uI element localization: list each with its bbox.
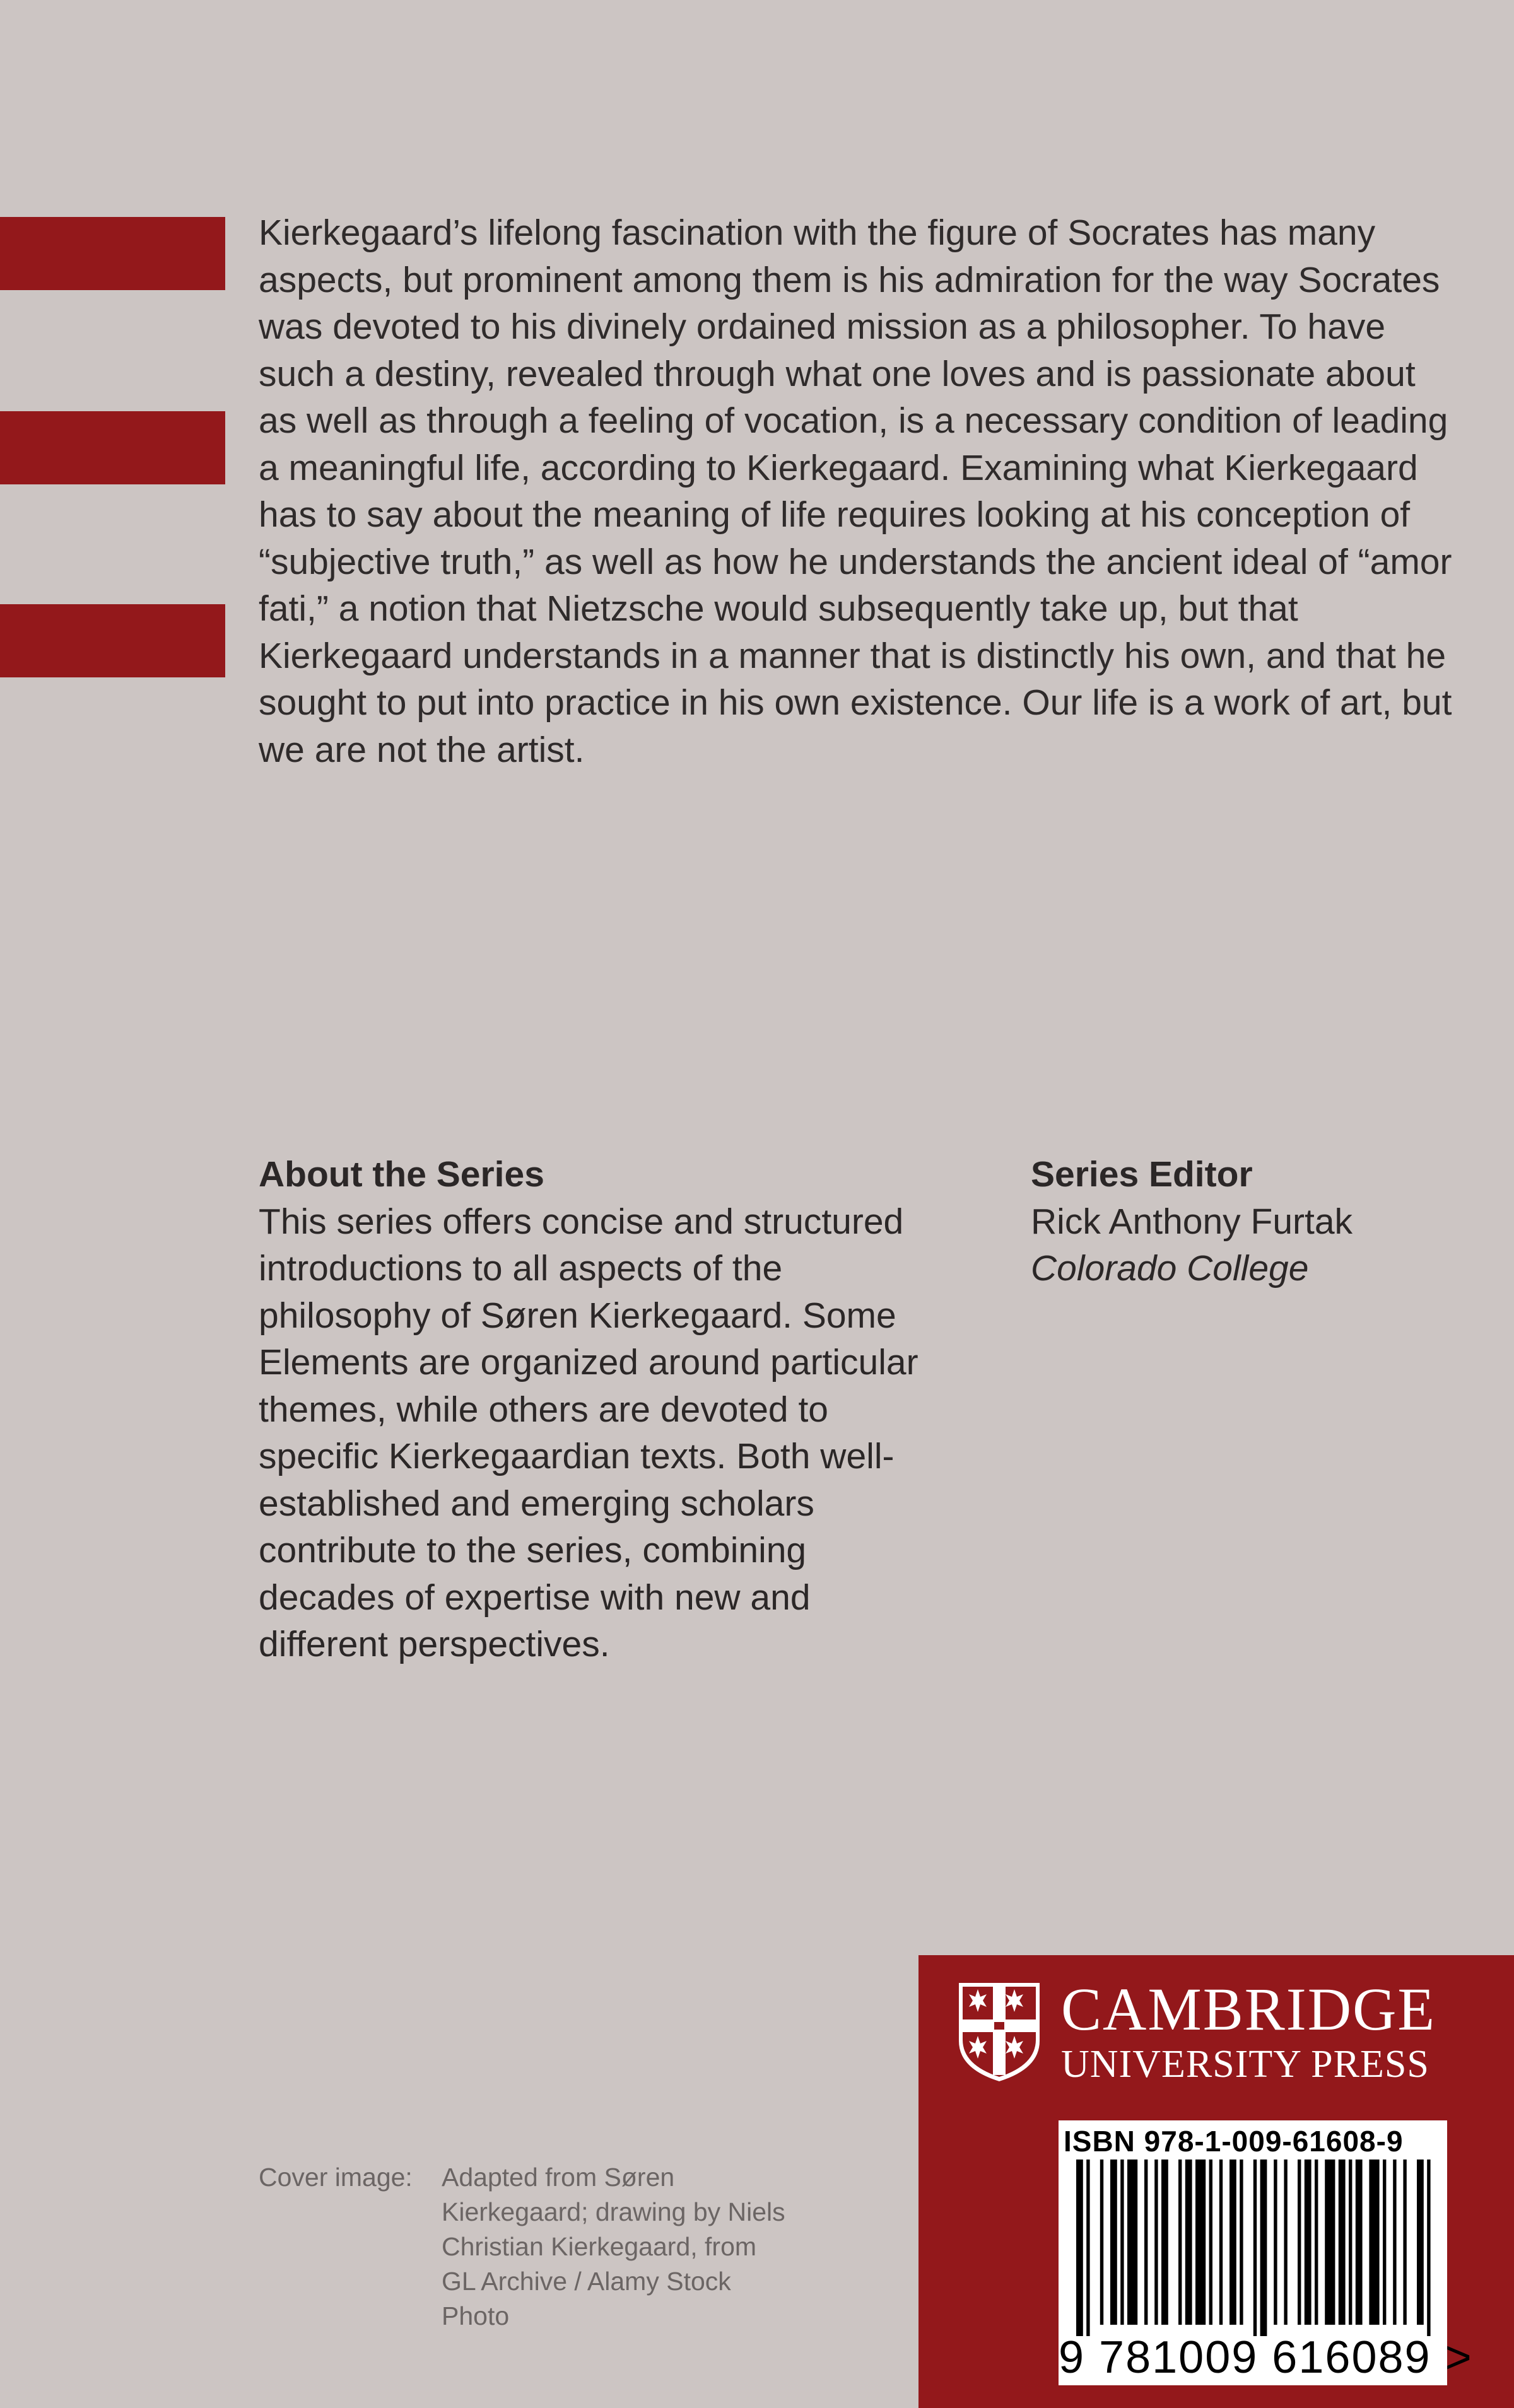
barcode-digits: 9 781009 616089 > <box>1059 2332 1473 2383</box>
isbn-label: ISBN 978-1-009-61608-9 <box>1064 2125 1404 2158</box>
cambridge-crest-icon <box>956 1980 1042 2084</box>
barcode-bar <box>1144 2160 1147 2325</box>
barcode-bar <box>1219 2160 1223 2325</box>
publisher-panel <box>918 1955 1514 2408</box>
about-series-heading: About the Series <box>259 1154 544 1195</box>
publisher-name-line2: UNIVERSITY PRESS <box>1061 2043 1429 2086</box>
series-editor-affiliation: Colorado College <box>1031 1248 1309 1289</box>
barcode-bar <box>1260 2160 1267 2336</box>
barcode-bar <box>1393 2160 1396 2325</box>
about-series-section <box>259 1151 953 1668</box>
barcode-bar <box>1240 2160 1243 2325</box>
red-stripe-top <box>0 217 225 290</box>
barcode-bar <box>1274 2160 1277 2325</box>
barcode-bars <box>1064 2160 1442 2336</box>
barcode-bar <box>1356 2160 1363 2325</box>
barcode-bar <box>1154 2160 1158 2325</box>
barcode-bar <box>1417 2160 1424 2325</box>
red-stripe-middle <box>0 411 225 484</box>
barcode-bar <box>1284 2160 1287 2325</box>
barcode-bar <box>1325 2160 1335 2325</box>
barcode-bar <box>1100 2160 1103 2325</box>
credit-text: Adapted from Søren Kierkegaard; drawing by Niels Christian Kierkegaard, from GL Archive / Alamy Stock Photo <box>442 2163 785 2330</box>
barcode-bar <box>1305 2160 1312 2325</box>
isbn-barcode <box>1059 2120 1473 2385</box>
barcode-bar <box>1195 2160 1206 2325</box>
barcode-bar <box>1229 2160 1236 2325</box>
barcode-bar <box>1110 2160 1117 2325</box>
about-series-text: This series offers concise and structured introductions to all aspects of the philosophy of Søren Kierkegaard. Some Elements are organized around particular themes, while others are devoted to specific Kierkegaardian texts. Both well-established and emerging scholars contribute to the series, combining decades of expertise with new and different perspectives. <box>259 1201 918 1664</box>
barcode-bar <box>1349 2160 1352 2325</box>
barcode-bar <box>1209 2160 1212 2325</box>
barcode-bar <box>1178 2160 1182 2325</box>
barcode-bar <box>1185 2160 1192 2325</box>
barcode-bar <box>1369 2160 1379 2325</box>
barcode-bar <box>1339 2160 1346 2325</box>
barcode-bar <box>1161 2160 1168 2325</box>
series-editor-heading: Series Editor <box>1031 1154 1253 1195</box>
barcode-bar <box>1120 2160 1124 2325</box>
barcode-bar <box>1427 2160 1430 2336</box>
barcode-bar <box>1315 2160 1318 2325</box>
publisher-name-line1: CAMBRIDGE <box>1061 1975 1436 2043</box>
cover-image-credit <box>259 2160 826 2334</box>
publisher-name <box>1061 1975 1436 2088</box>
series-editor-name: Rick Anthony Furtak <box>1031 1201 1353 1242</box>
red-stripe-bottom <box>0 604 225 677</box>
credit-label: Cover image: <box>259 2163 413 2192</box>
barcode-bar <box>1076 2160 1083 2336</box>
barcode-bar <box>1383 2160 1386 2325</box>
book-blurb <box>259 209 1457 773</box>
barcode-bar <box>1086 2160 1089 2336</box>
blurb-text: Kierkegaard’s lifelong fascination with the figure of Socrates has many aspects, but prominent among them is his admiration for the way Socrates was devoted to his divinely ordained mission as a philosopher. To have such a destiny, revealed through what one loves and is passionate about as well as through a feeling of vocation, is a necessary condition of leading a meaningful life, according to Kierkegaard. Examining what Kierkegaard has to say about the meaning of life requires looking at his conception of “subjective truth,” as well as how he understands the ancient ideal of “amor fati,” a notion that Nietzsche would subsequently take up, but that Kierkegaard understands in a manner that is distinctly his own, and that he sought to put into practice in his own existence. Our life is a work of art, but we are not the artist. <box>259 213 1452 770</box>
series-editor-section <box>1031 1151 1472 1292</box>
barcode-bar <box>1403 2160 1406 2325</box>
barcode-bar <box>1253 2160 1257 2336</box>
barcode-bar <box>1127 2160 1137 2325</box>
barcode-bar <box>1298 2160 1301 2325</box>
